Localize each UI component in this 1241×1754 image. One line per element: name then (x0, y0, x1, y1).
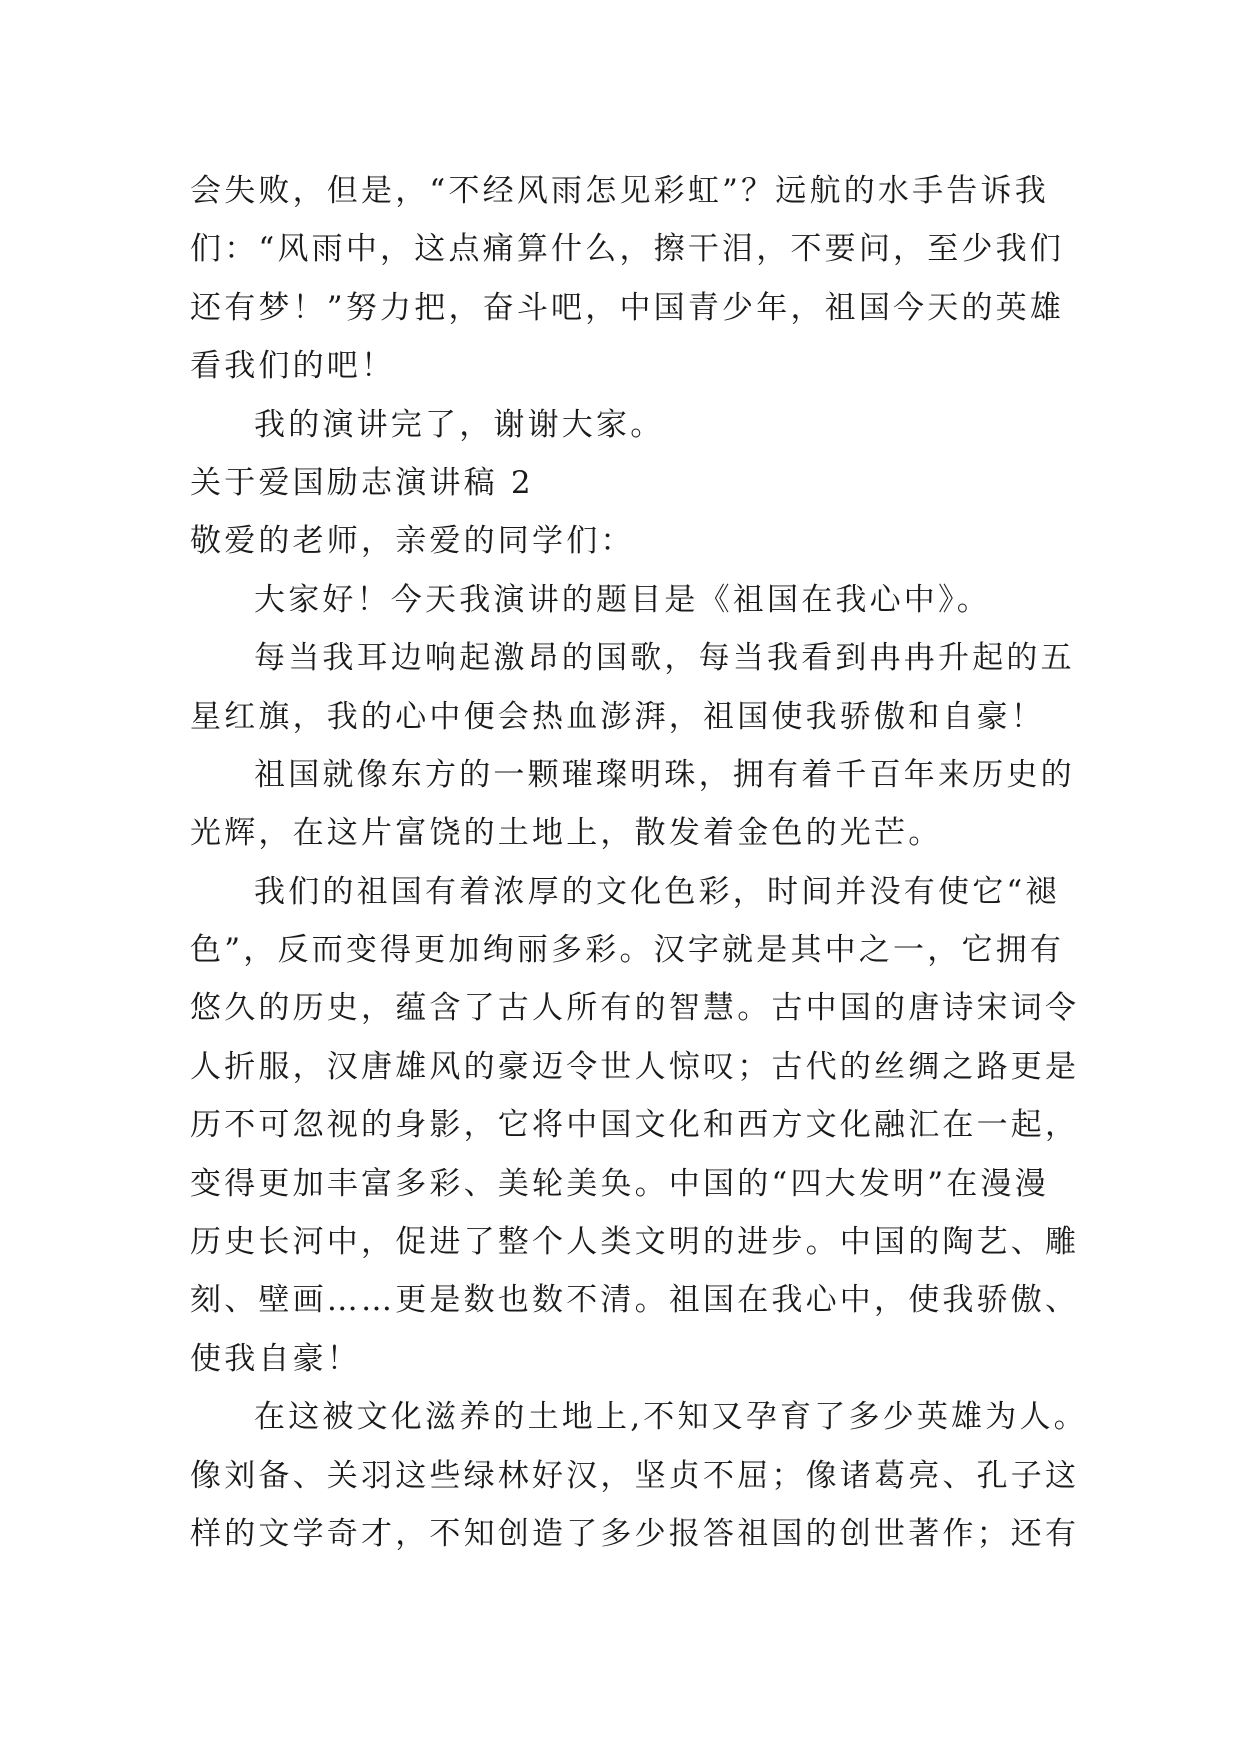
text-line: 们：“风雨中，这点痛算什么，擦干泪，不要问，至少我们 (190, 231, 1065, 268)
text-line: 还有梦！”努力把，奋斗吧，中国青少年，祖国今天的英雄 (190, 289, 1065, 326)
text-line: 大家好！今天我演讲的题目是《祖国在我心中》。 (254, 581, 991, 618)
text-line: 像刘备、关羽这些绿林好汉，坚贞不屈；像诸葛亮、孔子这 (190, 1457, 1080, 1494)
text-line: 使我自豪！ (190, 1340, 361, 1377)
text-line: 在这被文化滋养的土地上,不知又孕育了多少英雄为人。 (254, 1399, 1088, 1436)
section-title: 关于爱国励志演讲稿 2 (190, 464, 534, 501)
text-line: 祖国就像东方的一颗璀璨明珠，拥有着千百年来历史的 (254, 756, 1075, 793)
text-line: 我们的祖国有着浓厚的文化色彩，时间并没有使它“褪 (254, 873, 1060, 910)
text-line: 历史长河中，促进了整个人类文明的进步。中国的陶艺、雕 (190, 1224, 1080, 1261)
text-line: 样的文学奇才，不知创造了多少报答祖国的创世著作；还有 (190, 1515, 1080, 1552)
text-line: 人折服，汉唐雄风的豪迈令世人惊叹；古代的丝绸之路更是 (190, 1048, 1080, 1085)
salutation: 敬爱的老师，亲爱的同学们： (190, 523, 635, 560)
text-line: 看我们的吧！ (190, 348, 396, 385)
document-body (190, 162, 1088, 1563)
text-line: 每当我耳边响起激昂的国歌，每当我看到冉冉升起的五 (254, 640, 1075, 677)
text-line: 星红旗，我的心中便会热血澎湃，祖国使我骄傲和自豪！ (190, 698, 1045, 735)
text-line: 悠久的历史，蕴含了古人所有的智慧。古中国的唐诗宋词令 (190, 990, 1080, 1027)
text-line: 光辉，在这片富饶的土地上，散发着金色的光芒。 (190, 815, 943, 852)
text-line: 会失败，但是，“不经风雨怎见彩虹”？远航的水手告诉我 (190, 173, 1049, 209)
text-line-closing: 我的演讲完了，谢谢大家。 (254, 406, 665, 443)
text-line: 刻、壁画……更是数也数不清。祖国在我心中，使我骄傲、 (190, 1282, 1080, 1319)
text-line: 历不可忽视的身影，它将中国文化和西方文化融汇在一起， (190, 1107, 1080, 1144)
text-line: 变得更加丰富多彩、美轮美奂。中国的“四大发明”在漫漫 (190, 1165, 1049, 1202)
text-line: 色”，反而变得更加绚丽多彩。汉字就是其中之一，它拥有 (190, 932, 1065, 969)
